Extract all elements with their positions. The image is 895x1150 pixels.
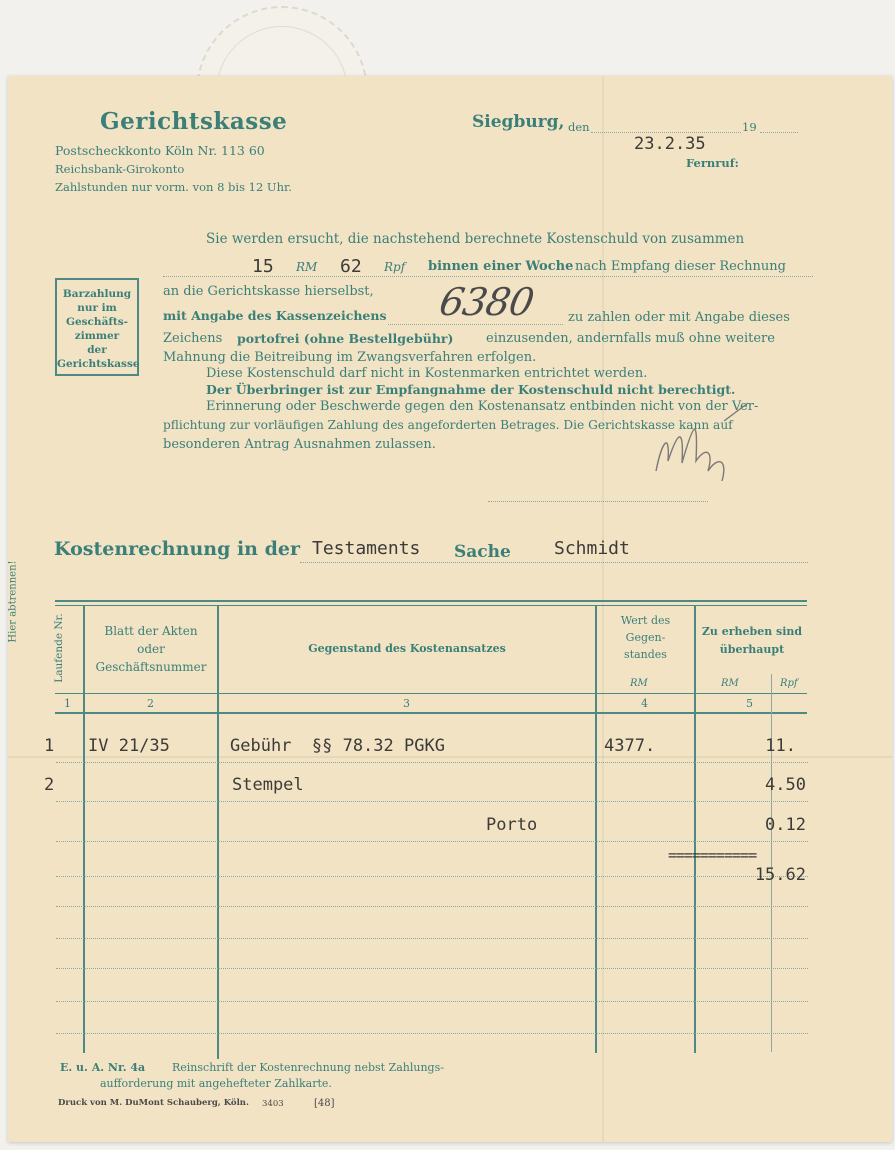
col5-unit-rpf: Rpf	[780, 678, 798, 689]
cash-box-line: Barzahlung	[62, 288, 132, 300]
den-label: den	[568, 120, 590, 134]
phone-label: Fernruf:	[686, 156, 739, 170]
request-line-2-bold: binnen einer Woche	[428, 259, 574, 274]
table-row-betrag: 4.50	[765, 775, 806, 795]
col-header-wert-line: Wert des	[620, 614, 671, 627]
reichsbank-line: Reichsbank-Girokonto	[55, 162, 185, 176]
request-line-4: zu zahlen oder mit Angabe dieses	[568, 310, 790, 325]
year-prefix: 19	[742, 120, 757, 134]
print-number: 3403	[262, 1099, 284, 1109]
table-row-betrag: 0.12	[765, 815, 806, 835]
col-header-nr: Laufende Nr.	[52, 613, 65, 683]
cash-box-line: nur im	[77, 302, 117, 314]
total-amount: 15.62	[754, 865, 806, 885]
cash-box-line: Gerichtskasse	[57, 358, 140, 370]
col-header-akten-line: oder	[137, 642, 165, 656]
col-header-wert	[597, 612, 694, 663]
col-header-betrag	[696, 623, 808, 659]
col-header-gegenstand: Gegenstand des Kostenansatzes	[308, 642, 506, 655]
request-line-7: Diese Kostenschuld darf nicht in Kostenmarken entrichtet werden.	[206, 366, 648, 381]
cash-box-line: der	[87, 344, 107, 356]
col-header-akten-line: Blatt der Akten	[104, 624, 198, 638]
request-line-5-bold: portofrei (ohne Bestellgebühr)	[237, 331, 454, 346]
request-line-10: pflichtung zur vorläufigen Zahlung des angeforderten Betrages. Die Gerichtskasse kann auf	[163, 418, 733, 432]
cash-payment-box	[55, 278, 139, 376]
request-line-1: Sie werden ersucht, die nachstehend berechnete Kostenschuld von zusammen	[206, 231, 745, 247]
col-number: 1	[64, 697, 71, 710]
cash-box-line: Geschäfts-	[65, 316, 129, 328]
table-row-gegenstand: Stempel	[232, 775, 304, 795]
amount-rpf: 62	[340, 256, 362, 277]
kassenzeichen-handwritten: 6380	[436, 280, 537, 324]
col-header-akten-line: Geschäftsnummer	[95, 660, 207, 674]
invoice-party: Schmidt	[554, 538, 630, 559]
hours-line: Zahlstunden nur vorm. von 8 bis 12 Uhr.	[55, 180, 292, 194]
col-header-akten	[85, 622, 217, 676]
request-line-5a: Zeichens	[163, 331, 223, 346]
form-id: E. u. A. Nr. 4a	[60, 1061, 146, 1074]
table-row-akten: IV 21/35	[88, 736, 170, 756]
col5-unit-rm: RM	[721, 678, 739, 689]
rpf-label: Rpf	[384, 260, 406, 274]
printer-imprint: Druck von M. DuMont Schauberg, Köln.	[58, 1098, 249, 1108]
col-number: 3	[403, 697, 410, 710]
pencil-initials	[648, 401, 758, 491]
request-line-5b: einzusenden, andernfalls muß ohne weitere	[486, 331, 775, 346]
request-line-9: Erinnerung oder Beschwerde gegen den Kostenansatz entbinden nicht von der Ver-	[206, 399, 759, 414]
invoice-title: Kostenrechnung in der	[54, 538, 300, 560]
form-desc-1: Reinschrift der Kostenrechnung nebst Zahlungs-	[172, 1061, 444, 1074]
table-row-nr: 2	[44, 775, 55, 795]
table-row-wert: 4377.	[604, 736, 656, 756]
col-number: 5	[746, 697, 753, 710]
rm-label: RM	[296, 260, 318, 274]
request-line-4-bold: mit Angabe des Kassenzeichens	[163, 308, 387, 323]
cash-box-line: zimmer	[74, 330, 120, 342]
form-desc-2: aufforderung mit angehefteter Zahlkarte.	[100, 1077, 332, 1090]
total-double-rule: ===========	[668, 846, 757, 864]
invoice-sheet	[8, 76, 892, 1142]
table-row-nr: 1	[44, 736, 55, 756]
invoice-matter: Testaments	[312, 538, 421, 559]
office-title: Gerichtskasse	[100, 108, 288, 135]
invoice-sache: Sache	[454, 542, 511, 562]
amount-rm: 15	[252, 256, 274, 277]
bracket-number: [48]	[314, 1098, 335, 1109]
request-line-2: nach Empfang dieser Rechnung	[575, 259, 786, 274]
col-header-betrag-line: überhaupt	[719, 643, 785, 656]
request-line-6: Mahnung die Beitreibung im Zwangsverfahren erfolgen.	[163, 350, 537, 365]
table-row-gegenstand: Porto	[486, 815, 538, 835]
table-row-gegenstand: Gebühr §§ 78.32 PGKG	[230, 736, 445, 756]
place-name: Siegburg,	[472, 112, 565, 132]
request-line-11: besonderen Antrag Ausnahmen zulassen.	[163, 437, 436, 452]
request-line-8-bold: Der Überbringer ist zur Empfangnahme der Kostenschuld nicht berechtigt.	[206, 382, 736, 397]
date-filled: 23.2.35	[634, 134, 706, 154]
table-row-betrag: 11.	[765, 736, 796, 756]
col-number: 4	[641, 697, 648, 710]
col4-unit: RM	[630, 678, 648, 689]
col-number: 2	[147, 697, 154, 710]
tear-off-note: Hier abtrennen!	[7, 560, 19, 643]
request-line-3: an die Gerichtskasse hierselbst,	[163, 284, 374, 299]
postscheck-line: Postscheckkonto Köln Nr. 113 60	[55, 143, 265, 158]
col-header-wert-line: standes	[624, 648, 667, 661]
col-header-betrag-line: Zu erheben sind	[701, 625, 803, 638]
col-header-wert-line: Gegen-	[625, 631, 666, 644]
